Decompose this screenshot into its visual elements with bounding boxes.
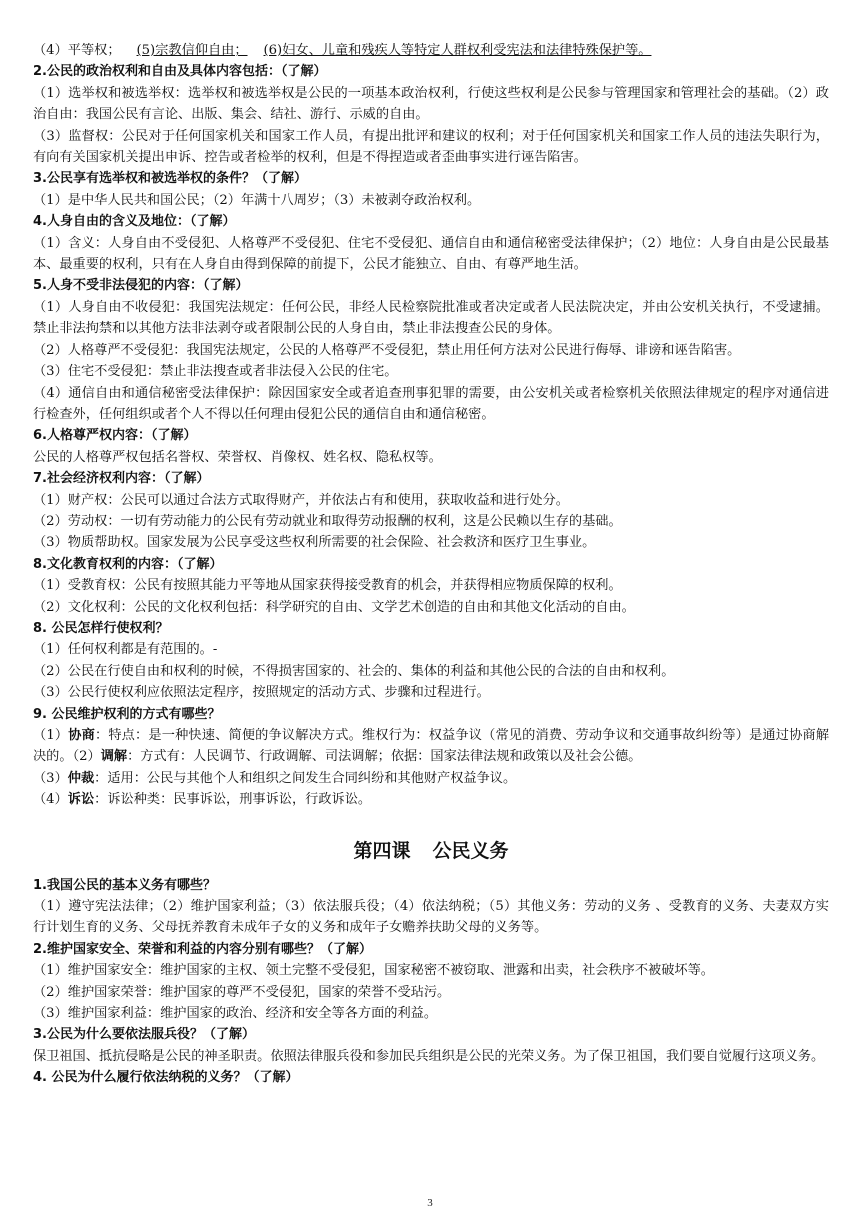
paragraph: （3）住宅不受侵犯：禁止非法搜查或者非法侵入公民的住宅。 — [33, 364, 398, 380]
paragraph: （1）选举权和被选举权：选举权和被选举权是公民的一项基本政治权利，行使这些权利是公民参与管理国家和管理社会的基础。（2）政治自由：我国公民有言论、出版、集会、结社、游行、示威的自由。 — [33, 85, 829, 123]
question-heading: 2.公民的政治权利和自由及具体内容包括：（了解） — [33, 64, 327, 80]
question-heading: 8. 公民怎样行使权利？ — [33, 620, 169, 636]
paragraph: （1）是中华人民共和国公民；（2）年满十八周岁；（3）未被剥夺政治权利。 — [33, 192, 481, 208]
paragraph: （1）遵守宪法法律；（2）维护国家利益；（3）依法服兵役；（4）依法纳税；（5）其他义务：劳动的义务 、受教育的义务、夫妻双方实行计划生育的义务、父母抚养教育未成年子女的义务和成年子女赡养扶助父母的义务等。 — [33, 899, 829, 936]
text-run: ：适用：公民与其他个人和组织之间发生合同纠纷和其他财产权益争议。 — [94, 770, 517, 786]
paragraph: （1）人身自由不收侵犯：我国宪法规定：任何公民，非经人民检察院批准或者决定或者人民法院决定，并由公安机关执行，不受逮捕。禁止非法拘禁和以其他方法非法剥夺或者限制公民的人身自由，禁止非法搜查公民的身体。 — [33, 299, 829, 337]
text-run: （1） — [33, 728, 69, 743]
rights-list-line — [33, 40, 829, 61]
question-heading: 7.社会经济权利内容：（了解） — [33, 471, 210, 487]
religious-freedom: (5)宗教信仰自由； — [136, 43, 248, 58]
term-mediation: 调解 — [100, 749, 128, 765]
lesson-name: 公民义务 — [432, 839, 509, 862]
paragraph — [33, 789, 829, 810]
paragraph: （2）公民在行使自由和权利的时候，不得损害国家的、社会的、集体的利益和其他公民的合法的自由和权利。 — [33, 663, 675, 679]
text-run: ：特点：是一种快速、简便的争议解决方式。维权行为：权益争议（常见的消费、劳动争议和交通事故纠纷等）是通过协商解决的。（2） — [33, 728, 830, 765]
question-heading: 1.我国公民的基本义务有哪些？ — [33, 877, 216, 893]
question-heading: 4.人身自由的含义及地位：（了解） — [33, 214, 236, 230]
paragraph: （1）受教育权：公民有按照其能力平等地从国家获得接受教育的机会，并获得相应物质保障的权利。 — [33, 578, 622, 594]
page-number: 3 — [427, 1197, 433, 1209]
question-heading: 9. 公民维护权利的方式有哪些？ — [33, 706, 221, 722]
paragraph: （1）维护国家安全：维护国家的主权、领土完整不受侵犯，国家秘密不被窃取、泄露和出卖，社会秩序不被破坏等。 — [33, 963, 714, 979]
question-heading: 6.人格尊严权内容：（了解） — [33, 428, 197, 444]
term-negotiation: 协商 — [68, 728, 95, 743]
text-run: （3） — [33, 770, 68, 786]
paragraph: （3）维护国家利益：维护国家的政治、经济和安全等各方面的利益。 — [33, 1006, 438, 1022]
paragraph: （2）劳动权：一切有劳动能力的公民有劳动就业和取得劳动报酬的权利，这是公民赖以生存的基础。 — [33, 513, 622, 529]
paragraph: （3）物质帮助权。国家发展为公民享受这些权利所需要的社会保险、社会救济和医疗卫生事业。 — [33, 535, 596, 551]
equality-right: （4）平等权； — [33, 43, 121, 58]
paragraph — [33, 768, 829, 789]
paragraph: （1）含义：人身自由不受侵犯、人格尊严不受侵犯、住宅不受侵犯、通信自由和通信秘密受法律保护；（2）地位：人身自由是公民最基本、最重要的权利，只有在人身自由得到保障的前提下，公民才能独立、自由、有尊严地生活。 — [33, 235, 829, 273]
question-heading: 4. 公民为什么履行依法纳税的义务？（了解） — [33, 1070, 299, 1086]
paragraph: （3）监督权：公民对于任何国家机关和国家工作人员，有提出批评和建议的权利；对于任何国家机关和国家工作人员的违法失职行为，有向有关国家机关提出申诉、控告或者检举的权利，但是不得捏造或者歪曲事实进行诬告陷害。 — [33, 128, 829, 166]
term-arbitration: 仲裁 — [67, 770, 95, 786]
paragraph: （2）人格尊严不受侵犯：我国宪法规定，公民的人格尊严不受侵犯，禁止用任何方法对公民进行侮辱、诽谤和诬告陷害。 — [33, 342, 741, 358]
paragraph: （1）任何权利都是有范围的。- — [33, 642, 218, 658]
question-heading: 8.文化教育权利的内容：（了解） — [33, 556, 223, 572]
question-heading: 3.公民为什么要依法服兵役？（了解） — [33, 1027, 255, 1043]
lesson-number: 第四课 — [353, 839, 411, 862]
text-run: ：方式有：人民调节、行政调解、司法调解；依据：国家法律法规和政策以及社会公德。 — [127, 749, 642, 765]
lesson-title — [33, 837, 829, 865]
paragraph: （2）维护国家荣誉：维护国家的尊严不受侵犯，国家的荣誉不受玷污。 — [33, 984, 451, 1000]
document-page — [33, 40, 829, 1089]
paragraph: 保卫祖国、抵抗侵略是公民的神圣职责。依照法律服兵役和参加民兵组织是公民的光荣义务。为了保卫祖国，我们要自觉履行这项义务。 — [33, 1048, 825, 1064]
term-litigation: 诉讼 — [67, 792, 95, 808]
special-groups-protection: (6)妇女、儿童和残疾人等特定人群权利受宪法和法律特殊保护等。 — [263, 43, 652, 58]
question-heading: 3.公民享有选举权和被选举权的条件？（了解） — [33, 171, 307, 187]
text-run: （4） — [33, 792, 68, 808]
paragraph: （2）文化权利：公民的文化权利包括：科学研究的自由、文学艺术创造的自由和其他文化活动的自由。 — [33, 599, 635, 615]
paragraph: （4）通信自由和通信秘密受法律保护：除因国家安全或者追查刑事犯罪的需要，由公安机关或者检察机关依照法律规定的程序对通信进行检查外，任何组织或者个人不得以任何理由侵犯公民的通信自由和通信秘密。 — [33, 385, 829, 422]
paragraph: （1）财产权：公民可以通过合法方式取得财产，并依法占有和使用，获取收益和进行处分。 — [33, 492, 569, 508]
text-run: ：诉讼种类：民事诉讼，刑事诉讼，行政诉讼。 — [94, 792, 372, 808]
question-heading: 2.维护国家安全、荣誉和利益的内容分别有哪些？（了解） — [33, 941, 372, 957]
paragraph: （3）公民行使权利应依照法定程序，按照规定的活动方式、步骤和过程进行。 — [33, 685, 490, 701]
paragraph — [33, 725, 829, 768]
paragraph: 公民的人格尊严权包括名誉权、荣誉权、肖像权、姓名权、隐私权等。 — [33, 449, 442, 465]
question-heading: 5.人身不受非法侵犯的内容：（了解） — [33, 278, 249, 294]
